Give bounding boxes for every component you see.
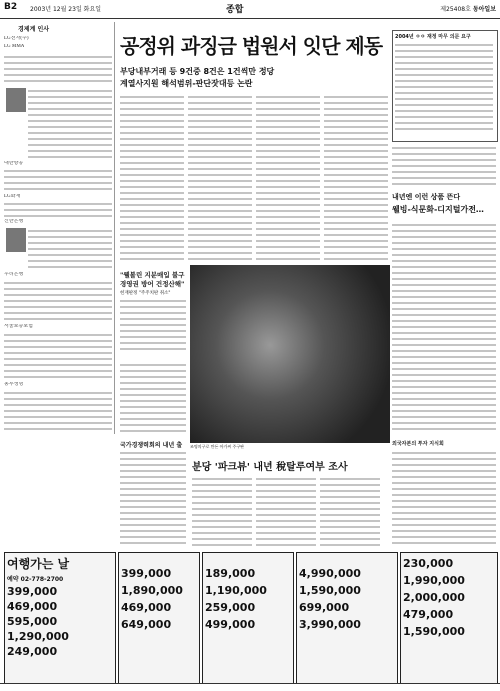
company-7: 서울보증보험 [4, 324, 33, 329]
right-info-box [392, 30, 498, 142]
company-8: 동부생명 [4, 382, 24, 387]
story3-body [120, 450, 186, 546]
issue-date: 2003년 12월 23일 화요일 [30, 6, 102, 13]
ad-travel-3 [202, 552, 294, 684]
story2-head: "웰볼린 지분매입 불구 [120, 271, 185, 279]
ad5-price-1: 1,990,000 [403, 574, 465, 587]
right-feature-body [392, 222, 496, 432]
right-bottom-body [392, 450, 496, 546]
ad1-price-2: 469,000 [7, 600, 58, 613]
ad1-price-4: 1,290,000 [7, 630, 69, 643]
story2-body [120, 362, 186, 434]
story4-head: 분당 '파크뷰' 내년 稅탈루여부 조사 [192, 462, 348, 473]
ad2-price-1: 399,000 [121, 567, 172, 580]
company-1: LG전자(주) [4, 36, 29, 41]
story2 [120, 270, 186, 360]
page-number: B2 [4, 2, 18, 12]
ad-travel-2 [118, 552, 200, 684]
ad5-headline-price: 230,000 [403, 557, 454, 570]
main-article-col4 [324, 94, 388, 264]
story2-sub: 헌재판정 "주주치판 취소" [120, 291, 171, 296]
page-header [0, 0, 500, 19]
main-subhead-2: 계열사지원 해석범위-판단잣대등 논란 [120, 79, 253, 88]
ad3-price-3: 259,000 [205, 601, 256, 614]
ad-travel-5 [400, 552, 498, 684]
ad1-price-1: 399,000 [7, 585, 58, 598]
left-column [4, 22, 115, 434]
ad2-price-4: 649,000 [121, 618, 172, 631]
ad3-price-1: 189,000 [205, 567, 256, 580]
issue-number: 제25408호 동아일보 [440, 6, 496, 13]
company-3: 대한항공 [4, 161, 24, 166]
company-6: 우리은행 [4, 272, 24, 277]
story2-head-2: 경영권 방어 건정산해" [120, 280, 185, 288]
main-subhead-1: 부당내부거래 등 9건중 8건은 1건씩만 정당 [120, 67, 275, 76]
left-column-title: 경제계 인사 [18, 26, 50, 33]
story4-col1 [192, 476, 252, 546]
ad5-price-4: 1,590,000 [403, 625, 465, 638]
ad1-phone: 예약 02-778-2700 [7, 576, 64, 583]
ad2-price-2: 1,890,000 [121, 584, 183, 597]
main-photo [190, 265, 390, 443]
ad-travel-4 [296, 552, 398, 684]
person-photo-2 [6, 228, 26, 252]
right-feature-head: 내년엔 이런 상품 뜬다 [392, 193, 461, 201]
ad1-price-3: 595,000 [7, 615, 58, 628]
story4-col3 [320, 476, 380, 546]
story3-head: 국가경쟁력회의 내년 출 [120, 442, 183, 449]
person-photo [6, 88, 26, 112]
ad5-price-2: 2,000,000 [403, 591, 465, 604]
footer-rule [0, 683, 500, 684]
company-5: 신한은행 [4, 219, 24, 224]
ad5-price-3: 479,000 [403, 608, 454, 621]
ad4-price-3: 699,000 [299, 601, 350, 614]
ad4-price-4: 3,990,000 [299, 618, 361, 631]
company-4: LG화재 [4, 194, 21, 199]
photo-caption: 조명의구로 만든 아가씨 주구판 [190, 444, 245, 449]
right-bottom-head: 외국자본의 투자 지식회 [392, 441, 444, 447]
ad4-price-1: 4,990,000 [299, 567, 361, 580]
right-article-1 [392, 145, 496, 185]
ad4-price-2: 1,590,000 [299, 584, 361, 597]
main-article-col2 [188, 94, 252, 264]
ad-travel-1 [4, 552, 116, 684]
right-box-title: 2004년 ㅇㅇ 재정 마무 의문 요구 [395, 34, 471, 40]
ad3-price-2: 1,190,000 [205, 584, 267, 597]
company-2: LG MMA [4, 44, 25, 49]
right-feature-sub: 웰빙-식문화-디지털가전… [392, 205, 484, 214]
right-feature [392, 192, 498, 215]
main-article-col1 [120, 94, 184, 264]
ad3-price-4: 499,000 [205, 618, 256, 631]
ad1-title: 여행가는 날 [7, 557, 70, 571]
main-headline: 공정위 과징금 법원서 잇단 제동 [120, 34, 383, 58]
section-title: 종합 [226, 5, 244, 15]
ad2-price-3: 469,000 [121, 601, 172, 614]
main-article-col3 [256, 94, 320, 264]
story4-col2 [256, 476, 316, 546]
ad1-price-5: 249,000 [7, 645, 58, 658]
